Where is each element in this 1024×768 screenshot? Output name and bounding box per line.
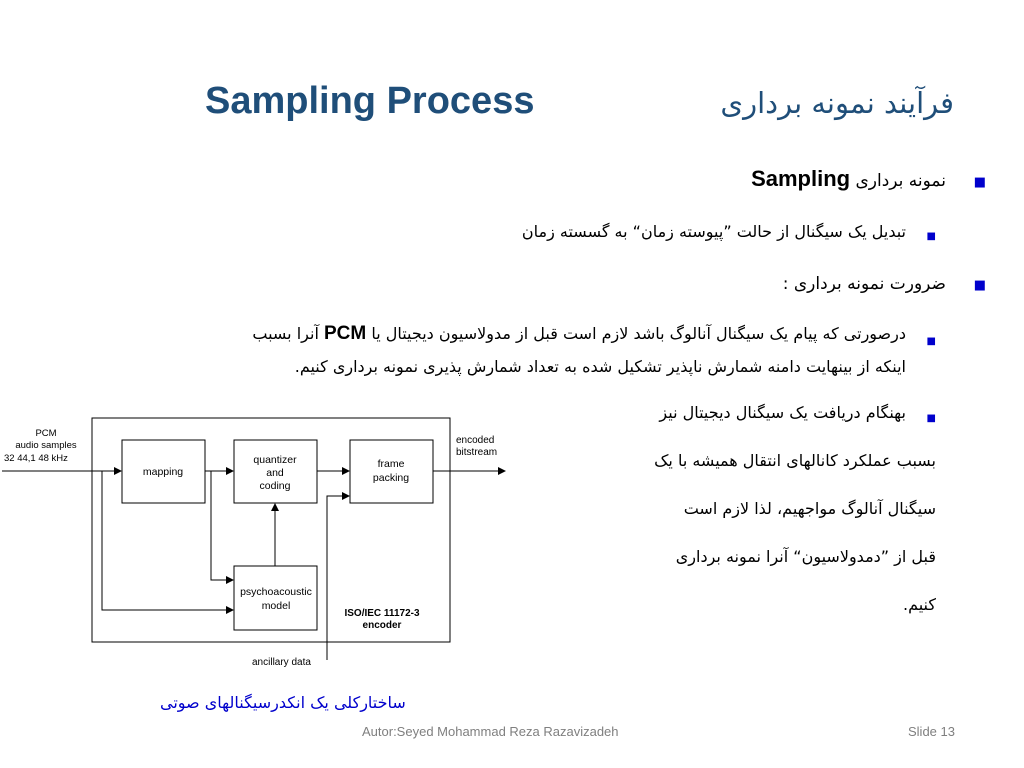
bullet-2-sub2-line: قبل از ”دمدولاسیون“ آنرا نمونه برداری — [675, 547, 936, 566]
bullet-1-text — [751, 166, 946, 192]
bullet-2-sub2-line: بسبب عملکرد کانالهای انتقال همیشه با یک — [654, 451, 936, 470]
footer-author: Autor:Seyed Mohammad Reza Razavizadeh — [362, 724, 619, 739]
sub-bullet-marker-1: ■ — [926, 231, 936, 242]
bullet-2-sub2-line: بهنگام دریافت یک سیگنال دیجیتال نیز — [659, 403, 906, 422]
mapping-label: mapping — [142, 466, 184, 478]
footer-slide-number: Slide 13 — [908, 724, 955, 739]
output-label-line: bitstream — [456, 447, 498, 458]
quantizer-label: coding — [259, 480, 291, 492]
bullet-1-persian: نمونه برداری — [855, 171, 946, 191]
ancillary-arrow — [327, 496, 349, 660]
psychoacoustic-label: model — [261, 600, 291, 612]
bullet-marker-2: ■ — [973, 278, 986, 293]
bullet-2-sub1-part1: درصورتی که پیام یک سیگنال آنالوگ باشد لازم است قبل از مدولاسیون دیجیتال یا — [371, 324, 906, 343]
sub-bullet-marker-3: ■ — [926, 413, 936, 424]
bullet-2-sub2-line: کنیم. — [902, 595, 936, 614]
psychoacoustic-label: psychoacoustic — [240, 586, 312, 598]
sub-bullet-marker-2: ■ — [926, 336, 936, 347]
pcm-label: PCM — [323, 323, 367, 344]
encoder-block-diagram — [0, 400, 540, 680]
psychoacoustic-block — [234, 566, 317, 630]
input-label-line: PCM — [35, 428, 57, 439]
output-label-line: encoded — [456, 435, 495, 446]
bullet-1-latin: Sampling — [751, 166, 851, 191]
bullet-2-sub1-part2: آنرا بسبب — [252, 324, 319, 343]
bullet-2-sub2 — [536, 396, 936, 622]
slide-title-persian: فرآیند نمونه برداری — [720, 86, 954, 120]
bullet-2-text: ضرورت نمونه برداری : — [782, 274, 946, 294]
iso-label: ISO/IEC 11172-3 — [344, 608, 420, 619]
bullet-1-sub: تبدیل یک سیگنال از حالت ”پیوسته زمان“ به گسسته زمان — [521, 222, 906, 241]
diagram-caption: ساختارکلی یک انکدرسیگنالهای صوتی — [160, 693, 406, 712]
bullet-2-sub1-line1 — [252, 323, 906, 345]
bullet-marker-1: ■ — [973, 175, 986, 190]
quantizer-label: and — [266, 467, 284, 479]
iso-label: encoder — [362, 620, 402, 631]
frame-packing-label: frame — [377, 458, 405, 470]
slide-title-english: Sampling Process — [205, 80, 535, 122]
mapping-to-psycho-arrow — [211, 471, 233, 580]
bullet-2-sub2-line: سیگنال آنالوگ مواجهیم، لذا لازم است — [683, 499, 936, 518]
bullet-2-sub1-line2: اینکه از بینهایت دامنه شمارش ناپذیر تشکیل شده به تعداد شمارش پذیری نمونه برداری کنیم. — [294, 357, 906, 376]
quantizer-label: quantizer — [253, 454, 297, 466]
ancillary-label: ancillary data — [252, 657, 311, 668]
input-label-line: audio samples — [15, 440, 77, 451]
frame-packing-label: packing — [372, 472, 410, 484]
input-label-line: 32 44,1 48 kHz — [4, 453, 68, 464]
